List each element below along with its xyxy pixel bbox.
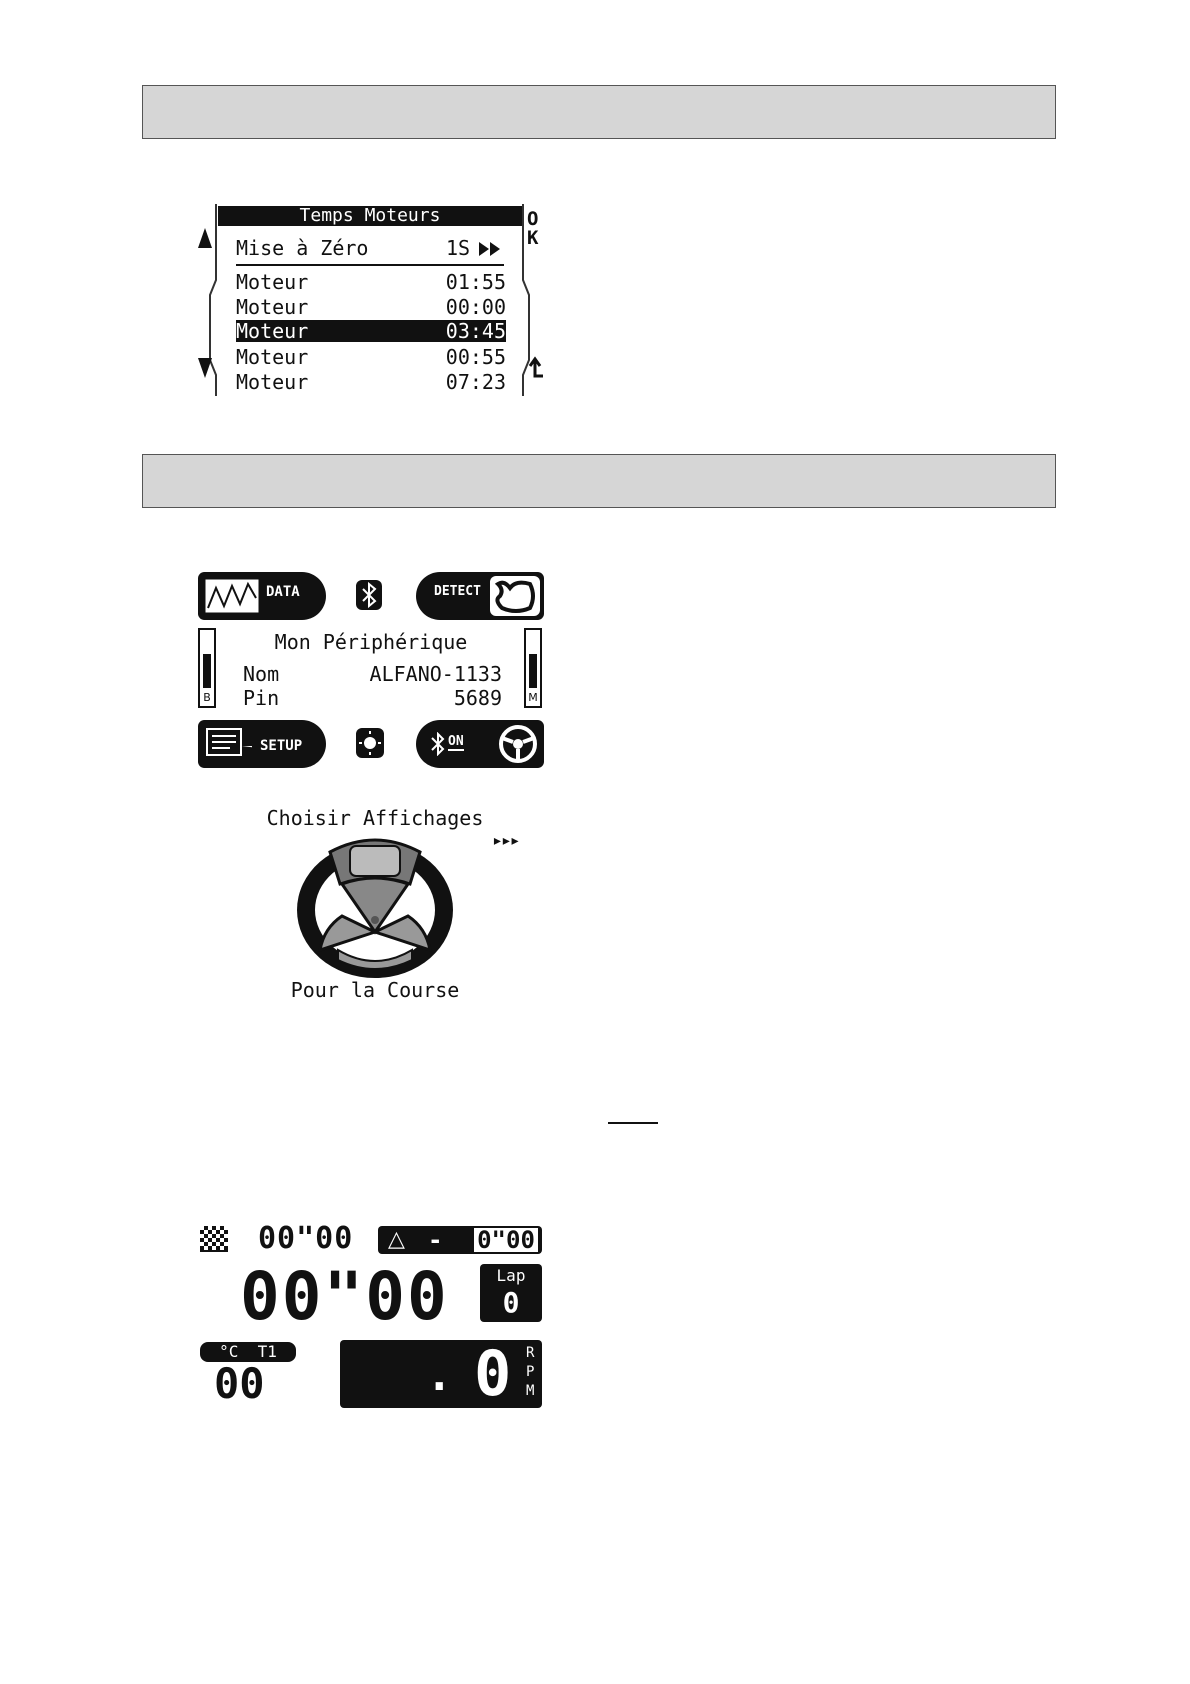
temp-label: °C T1: [200, 1342, 296, 1362]
detect-label: DETECT: [434, 584, 481, 599]
next-arrows-icon[interactable]: ▸▸▸: [492, 830, 519, 851]
list-item[interactable]: [236, 370, 506, 395]
bluetooth-icon[interactable]: [356, 580, 382, 610]
arrow-down-icon[interactable]: [198, 358, 212, 378]
setup-tab[interactable]: [198, 720, 326, 768]
engine-time: 03:45: [445, 319, 506, 343]
lap-label: Lap: [496, 1266, 526, 1285]
list-item[interactable]: [236, 295, 506, 320]
section-header-bar-1: [142, 85, 1056, 139]
select-subtitle: Pour la Course: [290, 978, 460, 1002]
data-tab[interactable]: [198, 572, 326, 620]
engine-time: 07:23: [445, 370, 506, 394]
bluetooth-on-tab[interactable]: [416, 720, 544, 768]
device-heading: Mon Périphérique: [274, 630, 468, 654]
reset-value: 1S: [446, 236, 471, 260]
steering-wheel-icon: [498, 724, 538, 764]
race-display-screen: [198, 1222, 544, 1412]
best-time: 00"00: [258, 1221, 354, 1256]
engine-list: [236, 270, 506, 395]
engine-label: Moteur: [236, 345, 309, 369]
divider: [236, 264, 504, 266]
select-title: Choisir Affichages: [266, 806, 484, 830]
detect-tab[interactable]: [416, 572, 544, 620]
pin-label: Pin: [243, 686, 280, 710]
on-label: ON: [448, 734, 464, 749]
gauge-label: M: [528, 691, 538, 704]
rpm-box: [340, 1337, 542, 1410]
engine-label: Moteur: [236, 295, 309, 319]
list-item-selected[interactable]: [236, 320, 506, 342]
delta-sign: -: [428, 1226, 443, 1254]
screen-title: Temps Moteurs: [218, 206, 522, 226]
engine-label: Moteur: [236, 370, 309, 394]
rpm-dot: .: [426, 1350, 453, 1401]
rpm-value: 0: [474, 1337, 512, 1410]
delta-box: [378, 1226, 542, 1254]
lap-count: 0: [502, 1286, 520, 1319]
fast-forward-icon[interactable]: [479, 242, 501, 256]
rpm-unit: RPM: [526, 1345, 535, 1399]
settings-list-icon: [206, 728, 252, 760]
ok-button[interactable]: O K: [527, 208, 539, 249]
pin-value: 5689: [453, 686, 502, 710]
device-screen: [198, 572, 544, 768]
gauge-label: B: [203, 691, 211, 704]
battery-gauge: [198, 628, 216, 708]
engine-label: Moteur: [236, 319, 309, 343]
list-item[interactable]: [236, 345, 506, 370]
setup-label: SETUP: [260, 738, 303, 754]
display-select-screen: [240, 806, 540, 1012]
data-label: DATA: [266, 584, 300, 600]
engine-time: 00:00: [445, 295, 506, 319]
engine-time: 01:55: [445, 270, 506, 294]
engine-time: 00:55: [445, 345, 506, 369]
temp-value: 00: [214, 1359, 265, 1408]
arrow-up-icon[interactable]: [198, 228, 212, 248]
name-value: ALFANO-1133: [369, 662, 502, 686]
track-icon: [490, 576, 540, 616]
delta-value: 0"00: [477, 1226, 535, 1254]
delta-icon: △: [388, 1227, 405, 1252]
bluetooth-small-icon: [430, 732, 446, 756]
lap-box: [480, 1264, 542, 1322]
engine-time-screen: [196, 200, 546, 396]
return-icon[interactable]: [526, 356, 544, 382]
checkered-flag-icon: [200, 1226, 228, 1252]
memory-gauge: [524, 628, 542, 708]
list-item[interactable]: [236, 270, 506, 295]
engine-label: Moteur: [236, 270, 309, 294]
name-label: Nom: [243, 662, 280, 686]
data-graph-icon: [204, 578, 260, 614]
underline-mark: [608, 1122, 658, 1124]
reset-label[interactable]: Mise à Zéro: [236, 236, 369, 260]
section-header-bar-2: [142, 454, 1056, 508]
brightness-icon[interactable]: [356, 728, 384, 758]
steering-wheel-illustration: [290, 832, 460, 982]
lap-time: 00"00: [240, 1258, 449, 1335]
